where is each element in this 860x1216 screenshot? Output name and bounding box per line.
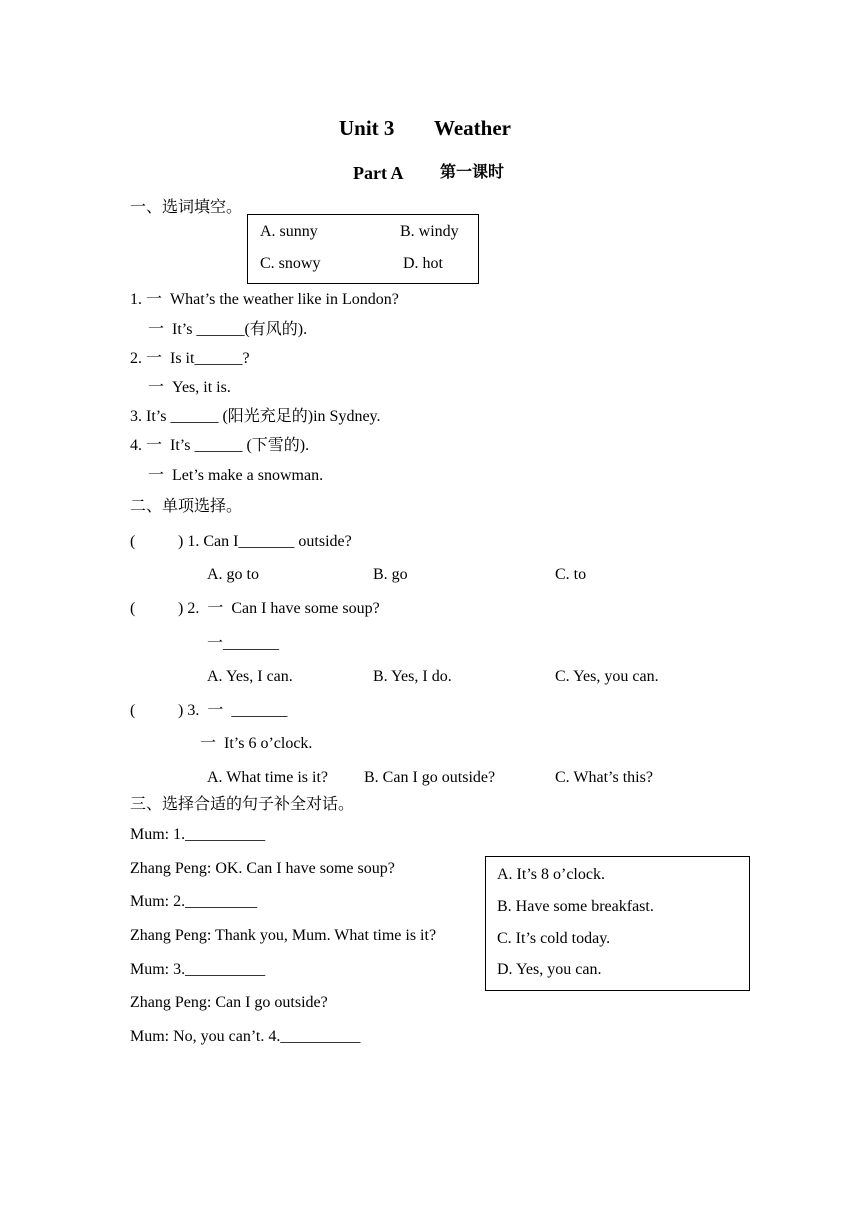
dialogue-line-1: Mum: 1.__________ [130, 826, 266, 843]
sentence-option-c: C. It’s cold today. [497, 930, 611, 947]
sentence-options-box [485, 856, 750, 991]
q2-reply: 一_______ [207, 635, 280, 652]
q2-option-b: B. Yes, I do. [373, 668, 452, 685]
q3-paren: ( [130, 702, 136, 719]
s1-line-5: 3. It’s ______ (阳光充足的)in Sydney. [130, 408, 381, 425]
dialogue-line-6: Zhang Peng: Can I go outside? [130, 994, 328, 1011]
section1-heading: 一、选词填空。 [130, 197, 243, 216]
q1-option-c: C. to [555, 566, 587, 583]
q2-stem: ) 2. 一 Can I have some soup? [178, 600, 380, 617]
s1-line-2: 一 It’s ______(有风的). [148, 321, 308, 338]
word-option-c: C. snowy [260, 255, 321, 272]
sentence-option-d: D. Yes, you can. [497, 961, 602, 978]
dialogue-line-3: Mum: 2._________ [130, 893, 258, 910]
q3-option-b: B. Can I go outside? [364, 769, 496, 786]
dialogue-line-7: Mum: No, you can’t. 4.__________ [130, 1028, 361, 1045]
unit-title: Unit 3 [339, 116, 395, 140]
q1-paren: ( [130, 533, 136, 550]
dialogue-line-4: Zhang Peng: Thank you, Mum. What time is it? [130, 927, 437, 944]
dialogue-line-5: Mum: 3.__________ [130, 961, 266, 978]
topic-title: Weather [434, 116, 511, 140]
sentence-option-a: A. It’s 8 o’clock. [497, 866, 605, 883]
s1-line-1: 1. 一 What’s the weather like in London? [130, 291, 399, 308]
s1-line-4: 一 Yes, it is. [148, 379, 231, 396]
section3-heading: 三、选择合适的句子补全对话。 [130, 794, 355, 813]
q1-option-b: B. go [373, 566, 408, 583]
word-option-a: A. sunny [260, 223, 318, 240]
word-option-b: B. windy [400, 223, 459, 240]
section2-heading: 二、单项选择。 [130, 496, 243, 515]
part-title: Part A [353, 163, 404, 183]
q2-option-c: C. Yes, you can. [555, 668, 659, 685]
q3-option-c: C. What’s this? [555, 769, 653, 786]
q3-option-a: A. What time is it? [207, 769, 329, 786]
sentence-option-b: B. Have some breakfast. [497, 898, 654, 915]
q2-option-a: A. Yes, I can. [207, 668, 293, 685]
q3-reply: 一 It’s 6 o’clock. [200, 735, 313, 752]
word-bank-box [247, 214, 479, 284]
dialogue-line-2: Zhang Peng: OK. Can I have some soup? [130, 860, 395, 877]
lesson-title: 第一课时 [440, 162, 505, 181]
q1-stem: ) 1. Can I_______ outside? [178, 533, 352, 550]
q1-option-a: A. go to [207, 566, 259, 583]
word-option-d: D. hot [403, 255, 443, 272]
q3-stem: ) 3. 一 _______ [178, 702, 288, 719]
q2-paren: ( [130, 600, 136, 617]
s1-line-6: 4. 一 It’s ______ (下雪的). [130, 437, 310, 454]
s1-line-7: 一 Let’s make a snowman. [148, 467, 324, 484]
s1-line-3: 2. 一 Is it______? [130, 350, 250, 367]
